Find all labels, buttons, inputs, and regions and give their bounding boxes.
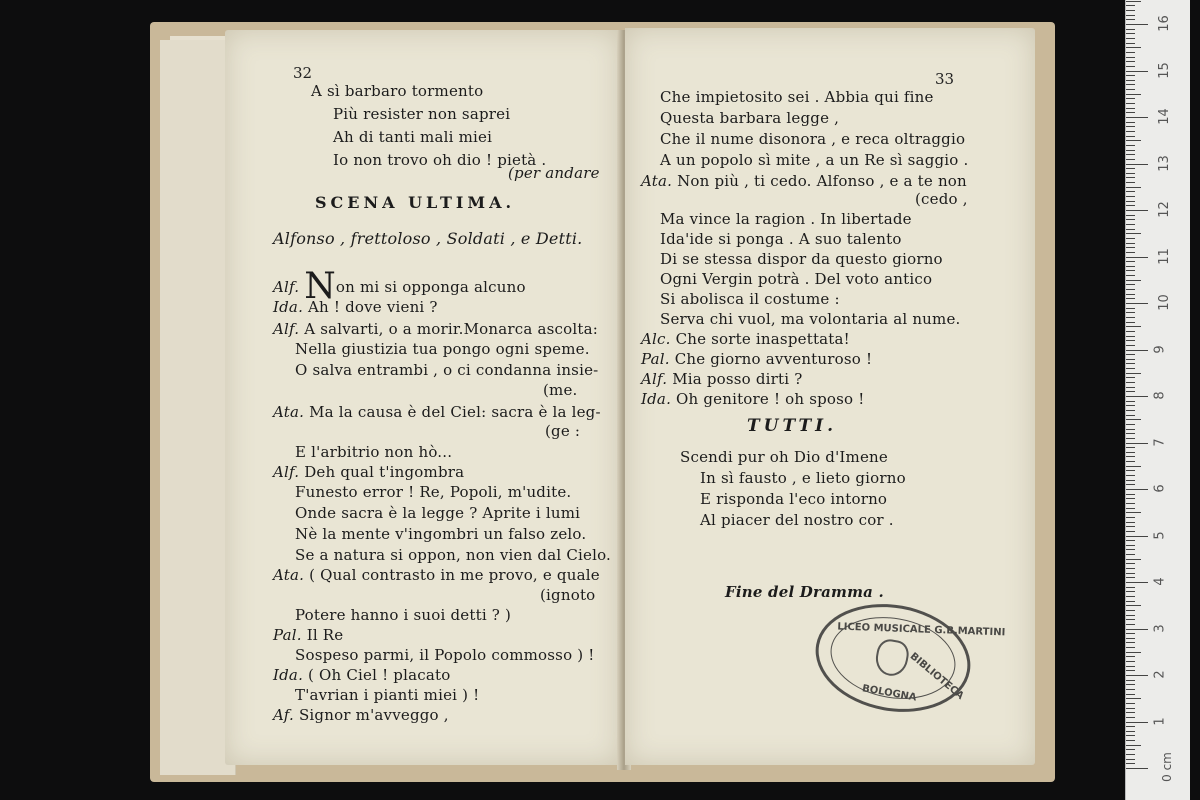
verse-line: Più resister non saprei [333, 105, 511, 123]
ruler-tick [1126, 726, 1135, 727]
ruler-tick [1126, 1, 1141, 2]
ruler-tick [1126, 494, 1135, 495]
ending-line: Fine del Dramma . [725, 583, 884, 601]
ruler-tick [1126, 731, 1135, 732]
speaker: Pal. [273, 626, 302, 644]
ruler-tick [1126, 224, 1135, 225]
dialogue-line [273, 298, 438, 316]
ruler-tick [1126, 522, 1135, 523]
ruler-tick [1126, 112, 1135, 113]
ruler-tick [1126, 84, 1135, 85]
dialogue-line: (cedo , [915, 190, 968, 208]
ruler-tick [1126, 154, 1135, 155]
line-text: A salvarti, o a morir.Monarca ascolta: [304, 320, 598, 338]
ruler-number: 10 [1156, 294, 1172, 311]
scene-heading: SCENA ULTIMA. [315, 193, 516, 212]
speaker: Ata. [641, 172, 673, 190]
line-text: ( Qual contrasto in me provo, e quale [309, 566, 600, 584]
ruler-tick [1126, 610, 1135, 611]
dialogue-line: T'avrian i pianti miei ) ! [295, 686, 480, 704]
line-text: Il Re [306, 626, 344, 644]
dialogue-line: Ida'ide si ponga . A suo talento [660, 230, 902, 248]
ruler-tick [1126, 275, 1135, 276]
ruler-tick [1126, 601, 1135, 602]
ruler-tick [1126, 136, 1135, 137]
ruler-tick [1126, 159, 1135, 160]
ruler-tick [1126, 396, 1148, 397]
ruler-tick [1126, 591, 1135, 592]
ruler-tick [1126, 317, 1135, 318]
dialogue-line [273, 666, 450, 684]
ruler-tick [1126, 387, 1135, 388]
ruler-tick [1126, 182, 1135, 183]
ruler-tick [1126, 326, 1141, 327]
dialogue-line: Funesto error ! Re, Popoli, m'udite. [295, 483, 572, 501]
speaker: Alf. [273, 320, 300, 338]
ruler-tick [1126, 405, 1135, 406]
dialogue-line: Potere hanno i suoi detti ? ) [295, 606, 512, 624]
ruler-tick [1126, 656, 1135, 657]
ruler-number: 15 [1156, 61, 1172, 79]
ruler-tick [1126, 559, 1141, 560]
dialogue-line: (ignoto [540, 586, 596, 604]
ruler-tick [1126, 652, 1141, 653]
chorus-heading: TUTTI. [747, 416, 838, 436]
ruler-number: 14 [1156, 108, 1172, 125]
dialogue-line: (me. [543, 381, 578, 399]
speaker: Ata. [273, 566, 305, 584]
dialogue-line: Di se stessa dispor da questo giorno [660, 250, 943, 268]
ruler-tick [1126, 684, 1135, 685]
ruler-tick [1126, 33, 1135, 34]
dialogue-line [273, 706, 449, 724]
ruler-tick [1126, 429, 1135, 430]
ruler-tick [1126, 229, 1135, 230]
ruler-number: 3 [1152, 623, 1168, 633]
ruler-number: 5 [1152, 530, 1168, 540]
ruler-tick [1126, 215, 1135, 216]
ruler-tick [1126, 266, 1135, 267]
ruler-tick [1126, 391, 1135, 392]
line-text: Ah ! dove vieni ? [308, 298, 438, 316]
ruler-tick [1126, 377, 1135, 378]
ruler-number: 4 [1152, 577, 1168, 586]
ruler-number: 2 [1152, 670, 1168, 679]
dialogue-line: O salva entrambi , o ci condanna insie- [295, 361, 599, 379]
ruler-tick [1126, 164, 1148, 165]
ruler-tick [1126, 517, 1135, 518]
ruler-tick [1126, 717, 1135, 718]
ruler-tick [1126, 605, 1141, 606]
ruler-tick [1126, 666, 1135, 667]
ruler-tick [1126, 322, 1135, 323]
ruler-tick [1126, 629, 1148, 630]
ruler-tick [1126, 350, 1148, 351]
ruler-tick [1126, 98, 1135, 99]
ruler-tick [1126, 470, 1135, 471]
ruler-tick [1126, 633, 1135, 634]
ruler-tick [1126, 415, 1135, 416]
ruler-tick [1126, 345, 1135, 346]
ruler-tick [1126, 140, 1141, 141]
speaker: Ida. [273, 666, 304, 684]
chorus-line: Al piacer del nostro cor . [700, 511, 894, 529]
ruler-tick [1126, 284, 1135, 285]
ruler-number: 7 [1152, 437, 1168, 447]
ruler-tick [1126, 168, 1135, 169]
stamp-middle-text: BIBLIOTECA [907, 650, 966, 702]
ruler-number: 13 [1156, 154, 1172, 172]
ruler-tick [1126, 359, 1135, 360]
ruler-tick [1126, 66, 1135, 67]
speaker: Alf. [641, 370, 668, 388]
ruler-tick [1126, 103, 1135, 104]
ruler-tick [1126, 173, 1135, 174]
ruler-tick [1126, 512, 1141, 513]
dialogue-line: Nè la mente v'ingombri un falso zelo. [295, 525, 587, 543]
ruler-unit-label: 0 cm [1159, 752, 1174, 782]
speaker: Ida. [641, 390, 672, 408]
ruler-tick [1126, 540, 1135, 541]
line-text: on mi si opponga alcuno [335, 278, 526, 296]
ruler-tick [1126, 108, 1135, 109]
stage-direction: (per andare [508, 164, 600, 182]
drop-cap: N [304, 266, 336, 307]
ruler-tick [1126, 289, 1135, 290]
line-text: Signor m'avveggo , [298, 706, 449, 724]
ruler-tick [1126, 312, 1135, 313]
ruler-tick [1126, 698, 1141, 699]
ruler-tick [1126, 596, 1135, 597]
ruler-tick [1126, 433, 1135, 434]
ruler-tick [1126, 126, 1135, 127]
speaker: Ata. [273, 403, 305, 421]
ruler-tick [1126, 694, 1135, 695]
ruler-tick [1126, 38, 1135, 39]
ruler-tick [1126, 243, 1135, 244]
ruler-tick [1126, 75, 1135, 76]
stamp-top-text: LICEO MUSICALE G.B.MARTINI [837, 621, 1006, 639]
dialogue-line [273, 403, 601, 421]
ruler-tick [1126, 661, 1135, 662]
ruler-tick [1126, 452, 1135, 453]
speaker: Af. [273, 706, 294, 724]
ruler-tick [1126, 447, 1135, 448]
ruler-tick [1126, 340, 1135, 341]
ruler-tick [1126, 247, 1135, 248]
ruler-tick [1126, 526, 1135, 527]
ruler-tick [1126, 503, 1135, 504]
ruler-tick [1126, 642, 1135, 643]
ruler-tick [1126, 712, 1135, 713]
line-text: Non più , ti cedo. Alfonso , e a te non [677, 172, 967, 190]
ruler-tick [1126, 43, 1135, 44]
speaker: Pal. [641, 350, 670, 368]
ruler-tick [1126, 484, 1135, 485]
ruler-number: 11 [1156, 247, 1172, 265]
ruler-tick [1126, 122, 1135, 123]
dialogue-line: Ogni Vergin potrà . Del voto antico [660, 270, 933, 288]
ruler-tick [1126, 294, 1135, 295]
speaker: Alf. [273, 278, 300, 296]
dialogue-line: Ma vince la ragion . In libertade [660, 210, 912, 228]
ruler-tick [1126, 475, 1135, 476]
ruler-tick [1126, 489, 1148, 490]
ruler-number: 12 [1156, 201, 1172, 218]
ruler-tick [1126, 57, 1135, 58]
ruler-tick [1126, 210, 1148, 211]
speaker: Alf. [273, 463, 300, 481]
ruler-number: 16 [1156, 15, 1172, 32]
ruler-tick [1126, 498, 1135, 499]
ruler-tick [1126, 10, 1135, 11]
dialogue-line: (ge : [545, 422, 581, 440]
dialogue-line: Onde sacra è la legge ? Aprite i lumi [295, 504, 581, 522]
ruler-tick [1126, 303, 1148, 304]
page-number: 32 [293, 64, 313, 82]
ruler-tick [1126, 582, 1148, 583]
chorus-line: In sì fausto , e lieto giorno [700, 469, 906, 487]
ruler-tick [1126, 624, 1135, 625]
ruler-tick [1126, 573, 1135, 574]
ruler-tick [1126, 689, 1135, 690]
measurement-ruler [1125, 0, 1190, 800]
dialogue-line [641, 370, 803, 388]
dialogue-line: Si abolisca il costume : [660, 290, 840, 308]
dialogue-line [641, 172, 967, 190]
ruler-tick [1126, 270, 1135, 271]
ruler-tick [1126, 745, 1141, 746]
ruler-tick [1126, 410, 1135, 411]
verse-line: Ah di tanti mali miei [333, 128, 493, 146]
dialogue-line [273, 626, 343, 644]
ruler-tick [1126, 187, 1141, 188]
dialogue-line [273, 463, 464, 481]
ruler-tick [1126, 722, 1148, 723]
dialogue-line: Che il nume disonora , e reca oltraggio [660, 130, 966, 148]
ruler-tick [1126, 708, 1135, 709]
ruler-tick [1126, 768, 1148, 769]
ruler-tick [1126, 545, 1135, 546]
ruler-tick [1126, 52, 1135, 53]
ruler-tick [1126, 647, 1135, 648]
ruler-tick [1126, 280, 1141, 281]
ruler-number: 8 [1152, 391, 1168, 400]
ruler-tick [1126, 382, 1135, 383]
dialogue-line [641, 390, 864, 408]
ruler-tick [1126, 71, 1148, 72]
ruler-tick [1126, 419, 1141, 420]
ruler-tick [1126, 675, 1148, 676]
verse-line: Io non trovo oh dio ! pietà . [333, 151, 547, 169]
ruler-tick [1126, 363, 1135, 364]
dialogue-line: Nella giustizia tua pongo ogni speme. [295, 340, 590, 358]
line-text: Deh qual t'ingombra [304, 463, 465, 481]
dialogue-line: E l'arbitrio non hò... [295, 443, 453, 461]
ruler-number: 1 [1152, 716, 1168, 726]
ruler-tick [1126, 443, 1148, 444]
ruler-tick [1126, 24, 1148, 25]
line-text: Ma la causa è del Ciel: sacra è la leg- [309, 403, 601, 421]
ruler-tick [1126, 89, 1135, 90]
ruler-tick [1126, 131, 1135, 132]
stamp-bottom-text: BOLOGNA [861, 683, 918, 704]
ruler-tick [1126, 754, 1135, 755]
ruler-tick [1126, 238, 1135, 239]
ruler-tick [1126, 336, 1135, 337]
ruler-tick [1126, 480, 1135, 481]
ruler-tick [1126, 531, 1135, 532]
ruler-number: 6 [1152, 484, 1168, 493]
ruler-tick [1126, 368, 1135, 369]
ruler-number: 9 [1152, 344, 1168, 354]
characters-list: Alfonso , frettoloso , Soldati , e Detti. [273, 229, 583, 248]
ruler-tick [1126, 549, 1135, 550]
line-text: Oh genitore ! oh sposo ! [676, 390, 865, 408]
line-text: Mia posso dirti ? [672, 370, 803, 388]
ruler-tick [1126, 145, 1135, 146]
ruler-tick [1126, 461, 1135, 462]
verse-line: A sì barbaro tormento [311, 82, 484, 100]
ruler-tick [1126, 703, 1135, 704]
ruler-tick [1126, 424, 1135, 425]
ruler-tick [1126, 219, 1135, 220]
ruler-tick [1126, 298, 1135, 299]
ruler-tick [1126, 680, 1135, 681]
ruler-tick [1126, 19, 1135, 20]
ruler-tick [1126, 150, 1135, 151]
dialogue-line: A un popolo sì mite , a un Re sì saggio . [660, 151, 969, 169]
ruler-tick [1126, 401, 1135, 402]
ruler-tick [1126, 191, 1135, 192]
line-text: Che giorno avventuroso ! [674, 350, 873, 368]
left-page [225, 30, 620, 765]
page-number: 33 [935, 70, 955, 88]
ruler-tick [1126, 568, 1135, 569]
dialogue-line [273, 320, 598, 338]
ruler-tick [1126, 261, 1135, 262]
dialogue-line: Se a natura si oppon, non vien dal Cielo. [295, 546, 612, 564]
ruler-tick [1126, 670, 1135, 671]
ruler-tick [1126, 615, 1135, 616]
speaker: Ida. [273, 298, 304, 316]
line-text: Che sorte inaspettata! [675, 330, 850, 348]
ruler-tick [1126, 619, 1135, 620]
ruler-tick [1126, 201, 1135, 202]
ruler-tick [1126, 331, 1135, 332]
dialogue-line: Che impietosito sei . Abbia qui fine [660, 88, 934, 106]
ruler-tick [1126, 577, 1135, 578]
ruler-tick [1126, 466, 1141, 467]
dialogue-line: Serva chi vuol, ma volontaria al nume. [660, 310, 961, 328]
ruler-tick [1126, 205, 1135, 206]
ruler-tick [1126, 763, 1135, 764]
ruler-tick [1126, 638, 1135, 639]
dialogue-line: Questa barbara legge , [660, 109, 840, 127]
ruler-tick [1126, 354, 1135, 355]
ruler-tick [1126, 252, 1135, 253]
dialogue-line [641, 350, 872, 368]
chorus-line: Scendi pur oh Dio d'Imene [680, 448, 888, 466]
dialogue-line [273, 566, 600, 584]
ruler-tick [1126, 117, 1148, 118]
dialogue-line [641, 330, 850, 348]
ruler-tick [1126, 233, 1141, 234]
ruler-tick [1126, 29, 1135, 30]
ruler-tick [1126, 554, 1135, 555]
chorus-line: E risponda l'eco intorno [700, 490, 888, 508]
ruler-tick [1126, 94, 1141, 95]
ruler-tick [1126, 508, 1135, 509]
ruler-tick [1126, 257, 1148, 258]
ruler-tick [1126, 740, 1135, 741]
dialogue-line: Sospeso parmi, il Popolo commosso ) ! [295, 646, 595, 664]
ruler-tick [1126, 80, 1135, 81]
ruler-tick [1126, 536, 1148, 537]
ruler-tick [1126, 177, 1135, 178]
ruler-tick [1126, 456, 1135, 457]
ruler-tick [1126, 47, 1141, 48]
ruler-tick [1126, 438, 1135, 439]
ruler-tick [1126, 308, 1135, 309]
line-text: ( Oh Ciel ! placato [308, 666, 451, 684]
ruler-tick [1126, 563, 1135, 564]
ruler-tick [1126, 587, 1135, 588]
ruler-tick [1126, 749, 1135, 750]
ruler-tick [1126, 196, 1135, 197]
ruler-tick [1126, 735, 1135, 736]
ruler-tick [1126, 5, 1135, 6]
speaker: Alc. [641, 330, 671, 348]
ruler-tick [1126, 373, 1141, 374]
ruler-tick [1126, 61, 1135, 62]
ruler-tick [1126, 15, 1135, 16]
ruler-tick [1126, 759, 1135, 760]
